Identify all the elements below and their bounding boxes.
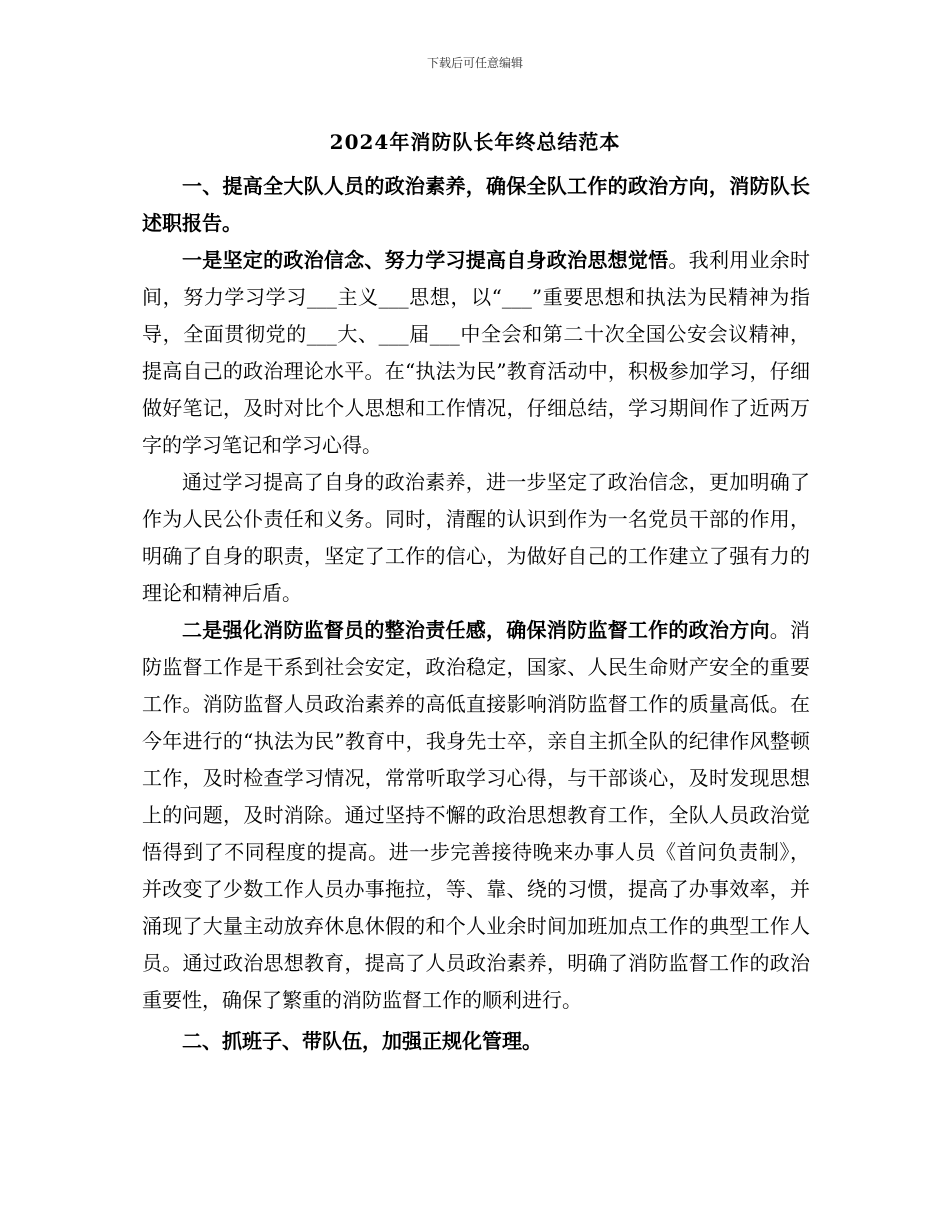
- paragraph-3: [142, 612, 810, 1019]
- section-1-heading: 一、提高全大队人员的政治素养，确保全队工作的政治方向，消防队长述职报告。: [142, 174, 810, 235]
- paragraph-3-text: 。消防监督工作是干系到社会安定，政治稳定，国家、人民生命财产安全的重要工作。消防监督人员政治素养的高低直接影响消防监督工作的质量高低。在今年进行的“执法为民”教育中，我身先士卒，亲自主抓全队的纪律作风整顿工作，及时检查学习情况，常常听取学习心得，与干部谈心，及时发现思想上的问题，及时消除。通过坚持不懈的政治思想教育工作，全队人员政治觉悟得到了不同程度的提高。进一步完善接待晚来办事人员《首问负责制》，并改变了少数工作人员办事拖拉，等、靠、绕的习惯，提高了办事效率，并涌现了大量主动放弃休息休假的和个人业余时间加班加点工作的典型工作人员。通过政治思想教育，提高了人员政治素养，明确了消防监督工作的政治重要性，确保了繁重的消防监督工作的顺利进行。: [142, 618, 811, 1012]
- page-header-note: 下载后可任意编辑: [426, 56, 523, 70]
- paragraph-3-lead: 二是强化消防监督员的整治责任感，确保消防监督工作的政治方向: [182, 618, 770, 642]
- document-body: [142, 168, 810, 1060]
- document-title: 2024年消防队长年终总结范本: [329, 130, 621, 154]
- section-2-heading: 二、抓班子、带队伍，加强正规化管理。: [182, 1029, 542, 1053]
- paragraph-1-text: 。我利用业余时间，努力学习学习___主义___思想，以“___”重要思想和执法为民精神为指导，全面贯彻党的___大、___届___中全会和第二十次全国公安会议精神，提高自己的政治理论水平。在“执法为民”教育活动中，积极参加学习，仔细做好笔记，及时对比个人思想和工作情况，仔细总结，学习期间作了近两万字的学习笔记和学习心得。: [142, 248, 811, 457]
- paragraph-2: 通过学习提高了自身的政治素养，进一步坚定了政治信念，更加明确了作为人民公仆责任和义务。同时，清醒的认识到作为一名党员干部的作用，明确了自身的职责，坚定了工作的信心，为做好自己的工作建立了强有力的理论和精神后盾。: [142, 470, 810, 605]
- paragraph-1: [142, 242, 810, 464]
- paragraph-1-lead: 一是坚定的政治信念、努力学习提高自身政治思想觉悟: [182, 248, 669, 272]
